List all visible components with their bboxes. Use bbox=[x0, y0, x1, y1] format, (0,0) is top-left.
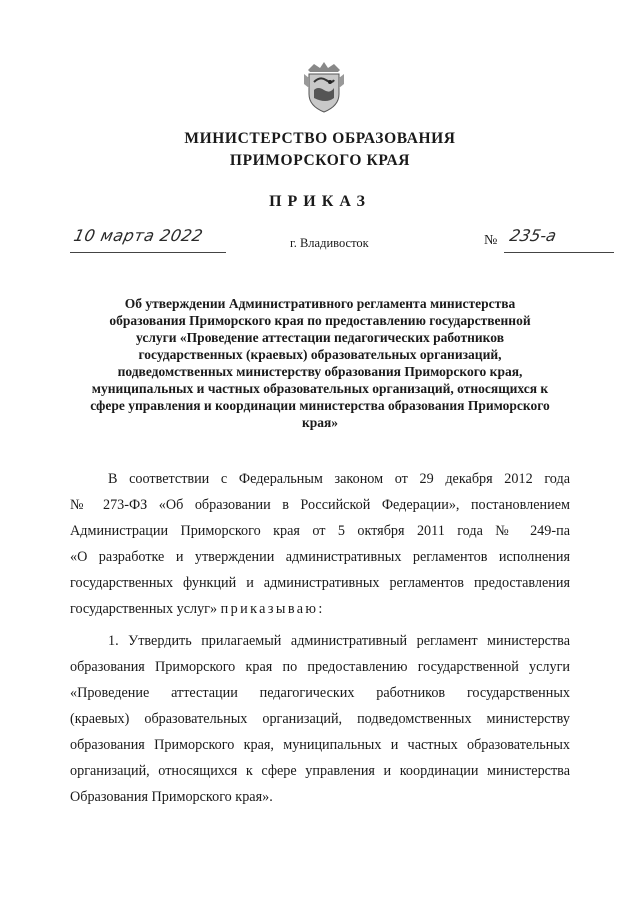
subject-line: края» bbox=[301, 415, 339, 430]
subject-line: образования Приморского края по предоставлению государственной bbox=[109, 313, 531, 328]
coat-of-arms-emblem bbox=[300, 58, 348, 114]
order-verb: приказываю: bbox=[220, 601, 325, 617]
number-handwritten: 235-а bbox=[507, 226, 559, 245]
body-line: В соответствии с Федеральным законом от 29 декабря 2012 года bbox=[108, 471, 570, 487]
body-line: образования Приморского края, муниципальных и частных образовательных bbox=[70, 737, 570, 753]
subject-line: Об утверждении Административного регламента министерства bbox=[124, 296, 516, 311]
body-line: организаций, относящихся к сфере управления и координации министерства bbox=[70, 763, 570, 779]
body-line: 1. Утвердить прилагаемый административный регламент министерства bbox=[108, 633, 570, 649]
body-line: № 273-ФЗ «Об образовании в Российской Федерации», постановлением bbox=[70, 497, 570, 513]
body-line: (краевых) образовательных организаций, подведомственных министерству bbox=[70, 711, 570, 727]
date-handwritten: 10 марта 2022 bbox=[71, 226, 205, 245]
ministry-name-line1: МИНИСТЕРСТВО ОБРАЗОВАНИЯ bbox=[184, 130, 456, 147]
subject-line: сфере управления и координации министерства образования Приморского bbox=[90, 398, 550, 413]
subject-line: услуги «Проведение аттестации педагогических работников bbox=[136, 330, 504, 345]
body-line-prefix: государственных услуг» bbox=[70, 601, 221, 617]
body-line: «О разработке и утверждении административных регламентов исполнения bbox=[70, 549, 570, 565]
city-name: г. Владивосток bbox=[290, 236, 369, 250]
body-line: Администрации Приморского края от 5 октября 2011 года № 249-па bbox=[70, 523, 570, 539]
subject-line: подведомственных министерству образования Приморского края, bbox=[117, 364, 523, 379]
body-line: государственных функций и административных регламентов предоставления bbox=[70, 575, 570, 591]
number-label: № bbox=[484, 233, 498, 248]
body-line-last bbox=[70, 600, 570, 618]
body-line: образования Приморского края по предоставлению государственной услуги bbox=[70, 659, 570, 675]
subject-line: государственных (краевых) образовательных организаций, bbox=[138, 347, 502, 362]
body-line: Образования Приморского края». bbox=[70, 789, 273, 805]
ministry-name-line2: ПРИМОРСКОГО КРАЯ bbox=[229, 152, 411, 169]
subject-line: муниципальных и частных образовательных организаций, относящихся к bbox=[91, 381, 549, 396]
order-title: ПРИКАЗ bbox=[269, 193, 371, 210]
body-line: «Проведение аттестации педагогических работников государственных bbox=[70, 685, 570, 701]
